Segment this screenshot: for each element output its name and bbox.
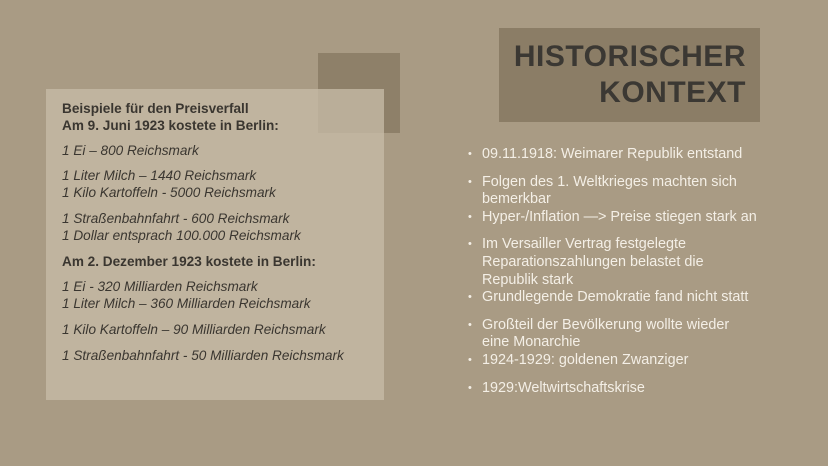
bullet-item xyxy=(468,236,808,289)
bullet-dot-icon: • xyxy=(468,238,472,251)
bullet-dot-icon: • xyxy=(468,210,472,223)
bullet-item xyxy=(468,209,808,227)
bullet-dot-icon: • xyxy=(468,381,472,394)
bullet-dot-icon: • xyxy=(468,291,472,304)
bullet-text-line: bemerkbar xyxy=(482,191,551,208)
title-line: HISTORISCHER xyxy=(513,40,746,73)
bullet-dot-icon: • xyxy=(468,318,472,331)
june-heading: Am 9. Juni 1923 kostete in Berlin: xyxy=(62,117,279,133)
bullet-text-line: Folgen des 1. Weltkrieges machten sich xyxy=(482,173,737,190)
december-item: 1 Kilo Kartoffeln – 90 Milliarden Reichsmark xyxy=(62,321,326,337)
december-item: 1 Ei - 320 Milliarden Reichsmark xyxy=(62,279,258,295)
december-heading: Am 2. Dezember 1923 kostete in Berlin: xyxy=(62,253,316,269)
bullet-text-line: Grundlegende Demokratie fand nicht statt xyxy=(482,289,749,306)
bullet-dot-icon: • xyxy=(468,175,472,188)
bullet-text-line: 1924-1929: goldenen Zwanziger xyxy=(482,351,689,368)
bullet-text-line: Reparationszahlungen belastet die xyxy=(482,253,704,270)
june-item: 1 Kilo Kartoffeln - 5000 Reichsmark xyxy=(62,185,276,201)
december-item: 1 Liter Milch – 360 Milliarden Reichsmark xyxy=(62,296,311,312)
bullet-text-line: Großteil der Bevölkerung wollte wieder xyxy=(482,316,730,333)
december-item: 1 Straßenbahnfahrt - 50 Milliarden Reichsmark xyxy=(62,347,344,363)
june-item: 1 Liter Milch – 1440 Reichsmark xyxy=(62,168,257,184)
bullet-text-line: 1929:Weltwirtschaftskrise xyxy=(482,379,645,396)
june-item: 1 Ei – 800 Reichsmark xyxy=(62,142,199,158)
examples-heading: Beispiele für den Preisverfall xyxy=(62,101,249,116)
bullet-item xyxy=(468,352,808,370)
bullet-text-line: eine Monarchie xyxy=(482,334,581,351)
bullet-dot-icon: • xyxy=(468,148,472,160)
slide-title xyxy=(499,28,760,122)
june-item: 1 Straßenbahnfahrt - 600 Reichsmark xyxy=(62,210,290,226)
bullet-text-line: 09.11.1918: Weimarer Republik entstand xyxy=(482,146,743,162)
bullet-text-line: Republik stark xyxy=(482,271,574,288)
title-line: KONTEXT xyxy=(599,76,746,109)
bullet-dot-icon: • xyxy=(468,353,472,366)
bullet-text-line: Hyper-/Inflation —> Preise stiegen stark an xyxy=(482,208,757,225)
bullet-item xyxy=(468,289,808,307)
context-bullet-list xyxy=(468,146,808,397)
bullet-item xyxy=(468,380,808,398)
june-item: 1 Dollar entsprach 100.000 Reichsmark xyxy=(62,227,301,243)
bullet-item xyxy=(468,146,808,164)
bullet-text-line: Im Versailler Vertrag festgelegte xyxy=(482,236,686,253)
bullet-item xyxy=(468,174,808,209)
bullet-item xyxy=(468,317,808,352)
price-examples-box xyxy=(46,89,384,400)
